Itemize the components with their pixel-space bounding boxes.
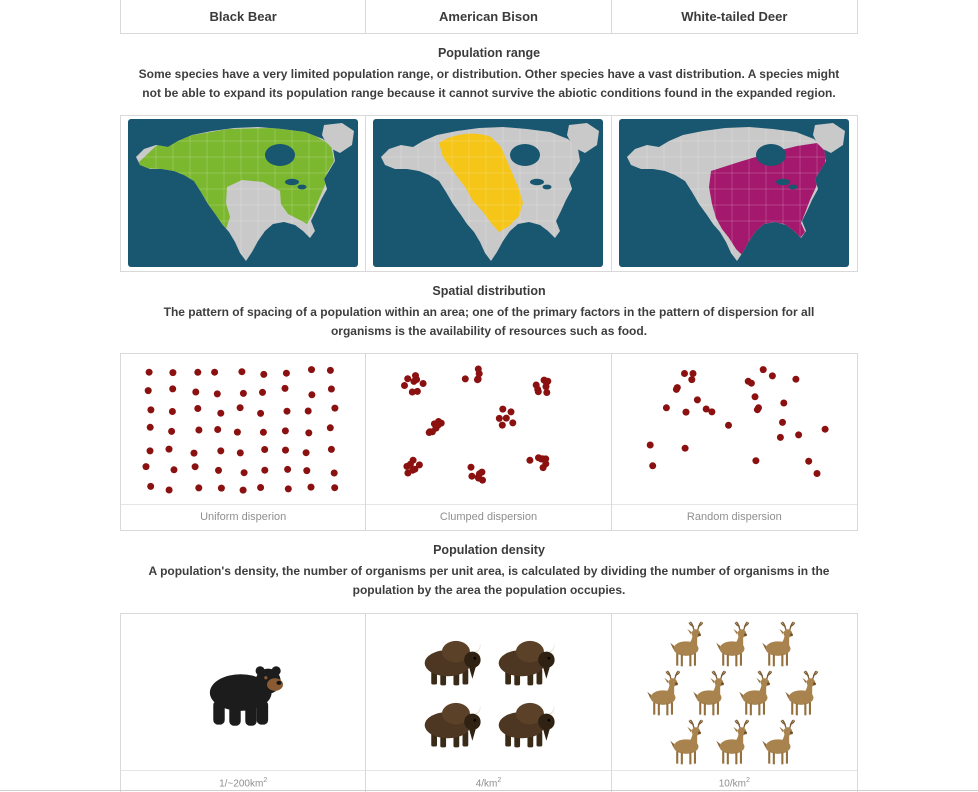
- density-caption: [121, 770, 365, 792]
- dispersion-caption: Random dispersion: [612, 504, 857, 530]
- great-lakes: [298, 185, 307, 190]
- density-label: 4/km: [475, 777, 498, 789]
- range-map-cell-black-bear: [121, 116, 366, 271]
- great-lakes: [543, 185, 552, 190]
- section-title: Population range: [437, 46, 541, 60]
- section-title: Spatial distribution: [432, 284, 546, 299]
- density-figure: [368, 618, 608, 768]
- dispersion-plot: [378, 361, 598, 501]
- density-label: 10/km: [718, 777, 746, 789]
- density-label-exponent: 2: [745, 776, 750, 784]
- dispersion-cell-uniform: [121, 354, 366, 530]
- density-label: 1/~200km: [219, 777, 264, 789]
- density-label-exponent: 2: [497, 776, 502, 784]
- great-lakes: [776, 179, 790, 185]
- dispersion-caption: Clumped dispersion: [366, 504, 610, 530]
- species-header-row: [120, 0, 858, 34]
- section-title: Population density: [433, 543, 545, 558]
- density-cell-american-bison: [366, 614, 611, 792]
- dispersion-cell-random: [612, 354, 857, 530]
- dispersion-row: [120, 353, 858, 531]
- section-population-density: [120, 531, 858, 612]
- density-caption: [612, 770, 857, 792]
- dispersion-caption: Uniform disperion: [121, 504, 365, 530]
- density-row: [120, 613, 858, 792]
- density-figure: [614, 618, 854, 768]
- density-label-exponent: 2: [263, 776, 268, 784]
- density-cell-black-bear: [121, 614, 366, 792]
- density-figure: [123, 618, 363, 768]
- column-header-american-bison: American Bison: [366, 0, 611, 33]
- section-description: A population's density, the number of organisms per unit area, is calculated by dividing the number of organisms in the population by the area the population occupies.: [148, 564, 830, 597]
- comparison-table: [120, 0, 858, 792]
- range-map-white-tailed-deer: [619, 119, 849, 267]
- density-caption: [366, 770, 610, 792]
- great-lakes: [285, 179, 299, 185]
- column-header-black-bear: Black Bear: [121, 0, 366, 33]
- range-map-american-bison: [373, 119, 603, 267]
- section-population-range: [120, 34, 858, 115]
- range-map-cell-white-tailed-deer: [612, 116, 857, 271]
- great-lakes: [530, 179, 544, 185]
- section-description: Some species have a very limited population range, or distribution. Other species have a vast distribution. A species might not be able to expand its population range because it cannot survive the abiotic conditions found in the expanded region.: [138, 67, 840, 100]
- dispersion-plot: [624, 361, 844, 501]
- section-description: The pattern of spacing of a population within an area; one of the primary factors in the pattern of dispersion for all organisms is the availability of resources such as food.: [163, 305, 815, 338]
- hudson-bay: [510, 144, 540, 166]
- range-map-cell-american-bison: [366, 116, 611, 271]
- density-cell-white-tailed-deer: [612, 614, 857, 792]
- dispersion-plot: [133, 361, 353, 501]
- dispersion-cell-clumped: [366, 354, 611, 530]
- great-lakes: [789, 185, 798, 190]
- range-map-black-bear: [128, 119, 358, 267]
- section-spatial-distribution: [120, 272, 858, 353]
- column-header-white-tailed-deer: White-tailed Deer: [681, 9, 788, 24]
- hudson-bay: [265, 144, 295, 166]
- bottom-frame-line: [0, 790, 978, 791]
- range-maps-row: [120, 115, 858, 272]
- hudson-bay: [756, 144, 786, 166]
